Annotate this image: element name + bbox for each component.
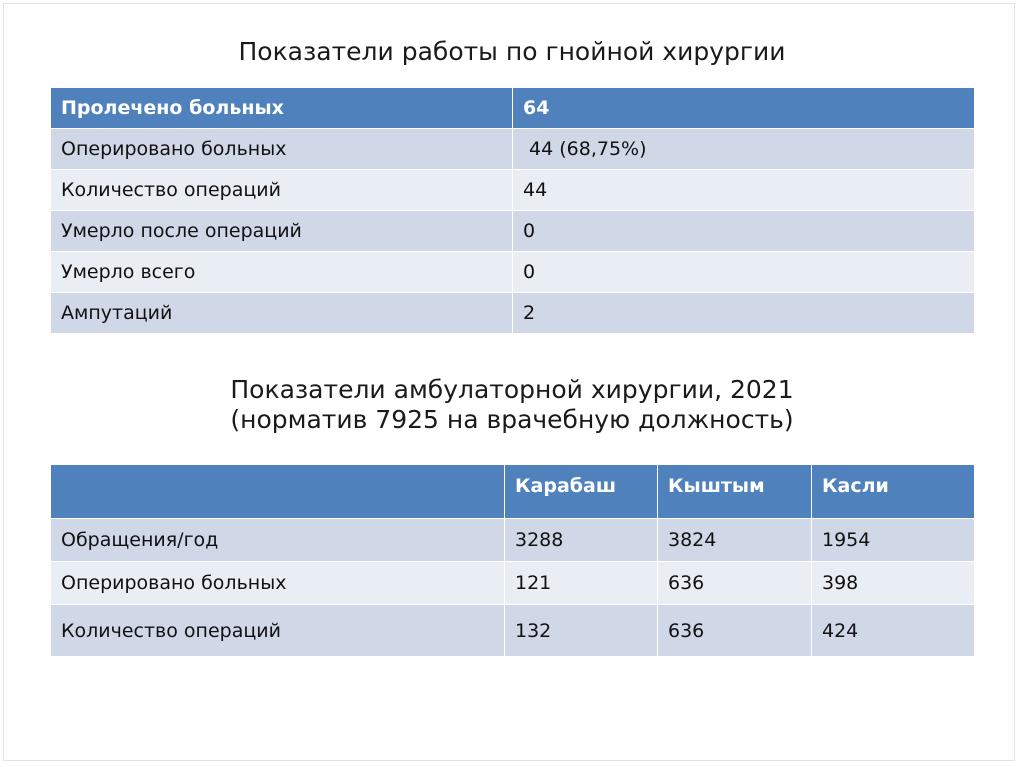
row-value: 2 [513, 293, 975, 334]
purulent-surgery-table [50, 87, 975, 334]
cell-kasli: 1954 [812, 519, 975, 562]
cell-karabash: 3288 [505, 519, 658, 562]
cell-kyshtym: 3824 [658, 519, 812, 562]
row-label: Обращения/год [51, 519, 505, 562]
cell-kasli: 424 [812, 605, 975, 657]
row-label: Количество операций [51, 170, 513, 211]
table-row [51, 562, 975, 605]
surgery-title: Показатели работы по гнойной хирургии [238, 37, 786, 66]
row-value: 44 (68,75%) [513, 129, 975, 170]
row-label: Оперировано больных [51, 562, 505, 605]
cell-kyshtym: 636 [658, 605, 812, 657]
column-header-kyshtym: Кыштым [658, 465, 812, 519]
ambulatory-surgery-table [50, 464, 975, 657]
row-value: 44 [513, 170, 975, 211]
table-row [51, 293, 975, 334]
table-row [51, 519, 975, 562]
table-header-row [51, 465, 975, 519]
cell-kasli: 398 [812, 562, 975, 605]
row-value: 0 [513, 252, 975, 293]
cell-kyshtym: 636 [658, 562, 812, 605]
header-value-cell: 64 [513, 88, 975, 129]
row-label: Ампутаций [51, 293, 513, 334]
table-header-row [51, 88, 975, 129]
row-label: Количество операций [51, 605, 505, 657]
cell-karabash: 121 [505, 562, 658, 605]
column-header-kasli: Касли [812, 465, 975, 519]
table-row [51, 605, 975, 657]
row-label: Умерло после операций [51, 211, 513, 252]
header-label-cell: Пролечено больных [51, 88, 513, 129]
ambulatory-title-line1: Показатели амбулаторной хирургии, 2021 [230, 375, 794, 404]
ambulatory-title [0, 375, 1024, 435]
table-row [51, 252, 975, 293]
row-label: Умерло всего [51, 252, 513, 293]
table-row [51, 129, 975, 170]
column-header-karabash: Карабаш [505, 465, 658, 519]
row-value: 0 [513, 211, 975, 252]
table-row [51, 170, 975, 211]
header-empty-cell [51, 465, 505, 519]
ambulatory-title-line2: (норматив 7925 на врачебную должность) [230, 405, 794, 434]
cell-karabash: 132 [505, 605, 658, 657]
row-label: Оперировано больных [51, 129, 513, 170]
table-row [51, 211, 975, 252]
